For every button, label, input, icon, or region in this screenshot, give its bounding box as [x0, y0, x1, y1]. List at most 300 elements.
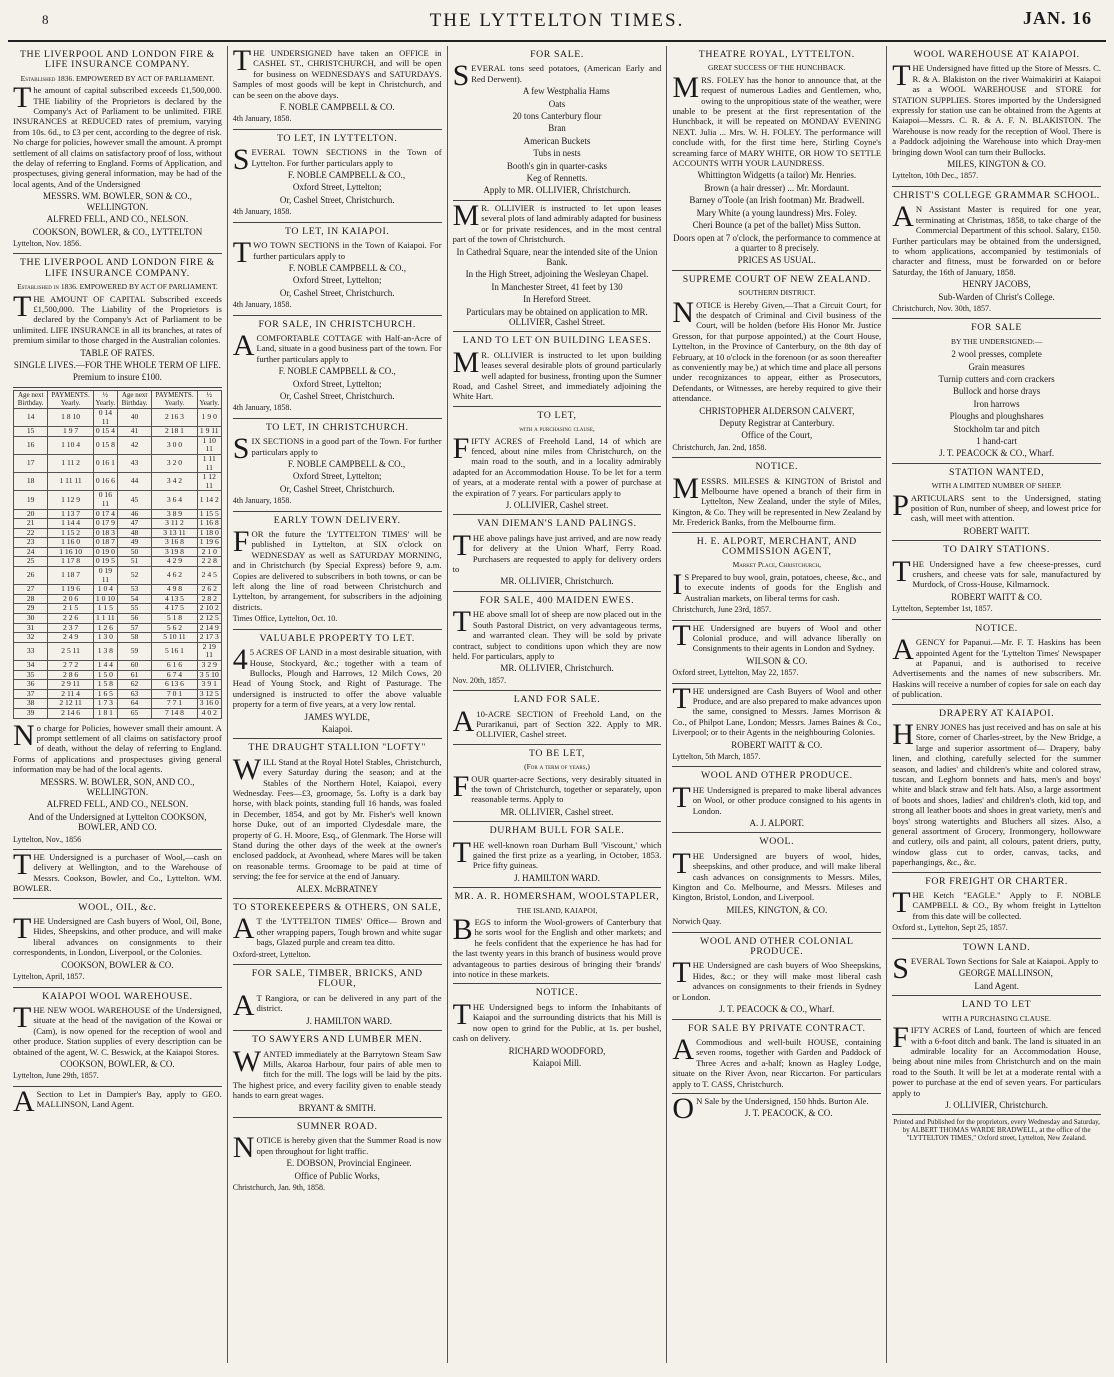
ad-body: ON Sale by the Undersigned, 150 hhds. Burton Ale. [672, 1091, 869, 1125]
ad-line: CHRISTOPHER ALDERSON CALVERT, [699, 405, 855, 416]
advertisement [453, 691, 662, 745]
rate-table-cell: 57 [117, 623, 151, 633]
ad-line: Oxford Street, Lyttelton; [292, 378, 382, 389]
advertisement [233, 316, 442, 419]
ad-line: Bran [548, 123, 566, 134]
ad-line: 20 tons Canterbury flour [512, 111, 602, 122]
ad-body: WILL Stand at the Royal Hotel Stables, Christchurch, every Saturday during the season; and at the Stables of the Northern Hotel, Kaiapoi, every Wednesday. Fees—£3, groomage, 5s. Lofty is a dark bay horse, with black points, standing full 16 hands, was foaled in December, 1854, and got by Mr. Fisher's well known horse Duke, out of an imported Clydesdale mare, the property of G. H. Moore, Esq., of Glenmark. The Horse will Stand during the other days of the week at the owner's enclosed paddock, at Avonhead, where Mares will be taken on reasonable terms. Groomage to be paid at time of serving; the fee for service at the end of January. [232, 752, 442, 882]
ad-heading: EARLY TOWN DELIVERY. [273, 514, 401, 526]
ad-subheading: Market Place, Christchurch, [732, 560, 821, 570]
ad-body: THE Undersigned have a few cheese-presses, curd crushers, and cheese vats for sale, manufactured by Murdock, of Cross-House, Kilmarnock. [892, 554, 1101, 590]
advertisement [13, 1084, 222, 1118]
advertisement [453, 745, 662, 822]
ad-body: MRS. FOLEY has the honor to announce that, at the request of numerous Ladies and Gentlemen, who, owing to the unpropitious state of the weather, were unable to be present at the first representation of the Hunchback, it will be repeated on MONDAY EVENING NEXT. Julia ... Mrs. W. H. FOLEY. The performance will conclude with, for the first time here, Stirling Coyne's screaming farce of MARY WHITE, OR HOW TO SETTLE ACCOUNTS WITH YOUR LAUNDRESS. [672, 70, 882, 169]
rate-table-cell: 0 15 8 [93, 436, 117, 454]
rate-table-cell: 27 [14, 585, 48, 595]
ad-body: A10-ACRE SECTION of Freehold Land, on the Purarikanui, part of Section 322. Apply to MR. OLLIVIER, Cashel street. [452, 704, 662, 740]
ad-line: Barney o'Toole (an Irish footman) Mr. Bradwell. [689, 195, 865, 206]
ad-body: SEVERAL TOWN SECTIONS in the Town of Lyttelton. For further particulars apply to [232, 143, 442, 177]
rate-table-cell: 0 19 0 [93, 547, 117, 557]
advertisement [453, 407, 662, 516]
rate-table-cell: 30 [14, 614, 48, 624]
rate-table-cell: 48 [117, 528, 151, 538]
ad-line: Turnip cutters and corn crackers [938, 373, 1055, 384]
ad-line: ALEX. McBRATNEY [296, 883, 379, 894]
ad-line: Oxford Street, Lyttelton; [292, 471, 382, 482]
rate-table-cell: 47 [117, 519, 151, 529]
rate-table-cell: 1 11 11 [197, 454, 221, 472]
rate-table-cell: 2 3 7 [48, 623, 94, 633]
ad-line: BRYANT & SMITH. [298, 1102, 376, 1113]
advertisement [672, 533, 881, 621]
rate-table-cell: 3 11 2 [152, 519, 198, 529]
advertisement [13, 718, 222, 850]
rate-table-cell: 37 [14, 689, 48, 699]
advertisement [672, 767, 881, 833]
rate-table-row [14, 661, 222, 671]
ad-line: Or, Cashel Street, Christchurch. [279, 287, 395, 298]
ad-subheading: GREAT SUCCESS OF THE HUNCHBACK. [708, 63, 846, 73]
advertisement [892, 46, 1101, 187]
rate-table-cell: 0 19 11 [93, 567, 117, 585]
advertisement [233, 223, 442, 316]
rate-table-cell: 49 [117, 538, 151, 548]
rate-table-cell: 1 14 2 [197, 491, 221, 509]
rate-table-cell: 2 4 9 [48, 633, 94, 643]
ad-line: Kaiapoi Mill. [532, 1057, 582, 1068]
ad-line: J. T. PEACOCK & CO., Wharf. [719, 1004, 835, 1015]
ad-subheading: WITH A PURCHASING CLAUSE. [942, 1013, 1051, 1023]
rate-table-cell: 0 16 1 [93, 454, 117, 472]
ad-line: Particulars may be obtained on application to MR. OLLIVIER, Cashel Street. [466, 306, 648, 327]
rate-table-cell: 1 19 6 [48, 585, 94, 595]
rate-table-cell: 3 8 9 [152, 509, 198, 519]
rate-table-header: PAYMENTS. Yearly. [152, 390, 198, 408]
rate-table-cell: 0 17 4 [93, 509, 117, 519]
ad-body: THE NEW WOOL WAREHOUSE of the Undersigned, situate at the head of the navigation of the Kowai or (Cam), is now opened for the reception of wool and other produce. Station supplies of every description can be obtained of the agent, W. C. Beswick, at the Kaiapoi Stores. [13, 1000, 222, 1057]
ad-line: In the High Street, adjoining the Wesleyan Chapel. [465, 269, 649, 280]
rate-table-cell: 3 0 0 [152, 436, 198, 454]
rate-table-header: ½ Yearly. [197, 390, 221, 408]
rate-table-cell: 2 10 2 [197, 604, 221, 614]
rate-table-cell: 1 17 8 [48, 557, 94, 567]
ad-heading: NOTICE. [975, 622, 1018, 634]
ad-line: F. NOBLE CAMPBELL & CO., [288, 262, 406, 273]
rate-table-cell: 2 7 2 [48, 661, 94, 671]
advertisement [672, 271, 881, 459]
rate-table-cell: 1 3 0 [93, 633, 117, 643]
rate-table-cell: 1 0 10 [93, 594, 117, 604]
printer-imprint: Printed and Published for the proprietors, every Wednesday and Saturday, by ALBERT THOMAS WARDE BRADWELL, at the office of the "LYTTELTON TIMES," Oxford street, Lyttelton, New Zealand. [893, 1118, 1100, 1143]
ad-line: Keg of Rennetts. [526, 173, 588, 184]
ad-heading: SUMNER ROAD. [296, 1120, 378, 1132]
rate-table-cell: 1 16 8 [197, 519, 221, 529]
ad-heading: VAN DIEMAN'S LAND PALINGS. [477, 518, 637, 530]
rate-table-cell: 46 [117, 509, 151, 519]
ad-date: Lyttelton, September 1st, 1857. [892, 604, 993, 614]
rate-table-cell: 3 9 1 [197, 680, 221, 690]
ad-date: Oxford-street, Lyttelton. [232, 949, 311, 959]
ad-body: TWO TOWN SECTIONS in the Town of Kaiapoi. For further particulars apply to [232, 236, 442, 270]
rate-table-cell: 1 8 10 [48, 408, 94, 426]
advertisement [892, 541, 1101, 619]
ad-date: Christchurch, Jan. 2nd, 1858. [672, 442, 767, 452]
ad-body: NOTICE is hereby given that the Summer Road is now open throughout for light traffic. [232, 1131, 442, 1165]
ad-line: Or, Cashel Street, Christchurch. [279, 390, 395, 401]
ad-line: MR. OLLIVIER, Cashel street. [500, 806, 614, 817]
rate-table-row [14, 567, 222, 585]
rate-table-cell: 2 9 11 [48, 680, 94, 690]
ad-line: HENRY JACOBS, [962, 279, 1031, 290]
rate-table-cell: 31 [14, 623, 48, 633]
ad-line: A few Westphalia Hams [522, 86, 610, 97]
ad-line: ALFRED FELL, AND CO., NELSON. [46, 799, 189, 810]
advertisement [13, 254, 222, 387]
ad-heading: FOR SALE. [530, 49, 584, 60]
advertisement [13, 988, 222, 1087]
ad-body: MR. OLLIVIER is instructed to let upon leases several plots of land admirably adapted for business or for private residences, and in the most central part of the town of Christchurch. [452, 198, 662, 245]
ad-heading: TO STOREKEEPERS & OTHERS, ON SALE, [233, 902, 442, 914]
rate-table-cell: 1 10 11 [197, 436, 221, 454]
advertisement [13, 850, 222, 899]
ad-date: Lyttelton, April, 1857. [13, 972, 85, 982]
rate-table [13, 390, 222, 719]
rate-table-cell: 61 [117, 670, 151, 680]
ad-body: 45 ACRES OF LAND in a most desirable situation, with House, Stockyard, &c.; together with a team of Bullocks, Plough and Harrows, 12 Milch Cows, 20 Head of Young Stock, and Right of Pasturage. The undersigned is instructed to offer the above valuable property for a term of five years, at a very low rental. [232, 643, 442, 710]
ad-line: J. OLLIVIER, Christchurch. [945, 1099, 1048, 1110]
ad-date: 4th January, 1858. [232, 300, 292, 310]
ad-body: THE Undersigned are cash buyers of Woo Sheepskins, Hides, &c.; or they will make most liberal cash advances on consignments to their friends in Sydney or London. [672, 956, 882, 1002]
rate-table-cell: 1 2 6 [93, 623, 117, 633]
rate-table-cell: 3 19 8 [152, 547, 198, 557]
rate-table-cell: 6 7 4 [152, 670, 198, 680]
ad-line: Oxford Street, Lyttelton; [292, 182, 382, 193]
advertisement [453, 888, 662, 984]
rate-table-cell: 59 [117, 642, 151, 660]
ad-body: THE Undersigned begs to inform the Inhabitants of Kaiapoi and the surrounding districts that his Mill is now open to grind for the Public, at 1s. per bushel, cash on delivery. [452, 997, 662, 1044]
newspaper-page [8, 6, 1106, 1363]
rate-table-row [14, 538, 222, 548]
ad-date: Times Office, Lyttelton, Oct. 10. [232, 614, 338, 624]
rate-table-cell: 54 [117, 594, 151, 604]
ad-line: MESSRS. WM. BOWLER, SON & CO., WELLINGTON. [42, 191, 192, 212]
masthead [8, 6, 1106, 42]
advertisement [892, 620, 1101, 705]
ad-subheading: with a purchasing clause, [519, 424, 595, 434]
rate-table-cell: 2 18 1 [152, 427, 198, 437]
advertisement [453, 332, 662, 406]
advertisement [453, 515, 662, 591]
ad-heading: LAND FOR SALE. [513, 694, 601, 706]
columns [8, 46, 1106, 1363]
rate-table-cell: 7 7 1 [152, 699, 198, 709]
rate-table-cell: 2 1 0 [197, 547, 221, 557]
ad-body: The amount of capital subscribed exceeds £1,500,000. THE liability of the Proprietors is declared by the Company's Act of Parliament to be unlimited. FIRE INSURANCES at REDUCED rates of premium, varying from 10s. 6d., to £3 per cent, according to the degree of risk. No charge for policies, however small the amount. A prompt settlement of all claims on satisfactory proof of loss, without the delay of referring to England. Forms of Application, and prospectuses, giving general information, may be had of the local agents, And of the Undersigned [13, 81, 222, 189]
ad-line: MESSRS. W. BOWLER, SON, AND CO., WELLINGTON. [40, 776, 195, 797]
rate-table-cell: 2 14 6 [48, 708, 94, 718]
ad-line: SINGLE LIVES.—FOR THE WHOLE TERM OF LIFE. [13, 359, 221, 370]
ad-body: SEVERAL tons seed potatoes, (American Early and Red Derwent). [452, 59, 662, 93]
advertisement [233, 130, 442, 223]
ad-body: AT Rangiora, or can be delivered in any part of the district. [232, 988, 442, 1022]
rate-table-row [14, 509, 222, 519]
ad-body: THE undersigned are Cash Buyers of Wool and other Produce, and are also prepared to make advances upon the same, consigned to Messrs. James Morrison & Co., of Philpot Lane, London; Messrs. James Baines & Co., Liverpool; or to their Agents in the neighbouring Colonies. [672, 681, 882, 738]
advertisement [453, 822, 662, 888]
rate-table-cell: 35 [14, 670, 48, 680]
ad-line: JAMES WYLDE, [304, 711, 370, 722]
rate-table-cell: 4 2 9 [152, 557, 198, 567]
ad-heading: WOOL AND OTHER COLONIAL PRODUCE. [700, 935, 854, 958]
ad-line: MILES, KINGTON, & CO. [726, 904, 828, 915]
advertisement [672, 618, 882, 684]
rate-table-row [14, 623, 222, 633]
advertisement [672, 46, 881, 271]
rate-table-header: ½ Yearly. [93, 390, 117, 408]
advertisement [892, 464, 1101, 541]
rate-table-cell: 1 16 10 [48, 547, 94, 557]
ad-body: THE above small lot of sheep are now placed out in the South Pastoral District, on very advantageous terms, and warranted clean. They will be sold by private contract, subject to conditions upon which they are now held. For particulars, apply to [452, 605, 662, 661]
rate-table-cell: 32 [14, 633, 48, 643]
ad-subheading: (For a term of years,) [524, 762, 590, 772]
advertisement [892, 187, 1101, 319]
rate-table-cell: 2 12 11 [48, 699, 94, 709]
ad-line: MILES, KINGTON & CO. [947, 159, 1046, 170]
rate-table-cell: 58 [117, 633, 151, 643]
rate-table-cell: 2 4 5 [197, 567, 221, 585]
rate-table-cell: 4 9 8 [152, 585, 198, 595]
ad-heading: THE DRAUGHT STALLION "LOFTY" [248, 742, 426, 754]
ad-heading: WOOL, OIL, &c. [78, 901, 157, 913]
advertisement [453, 46, 662, 201]
rate-table-cell: 1 6 5 [93, 689, 117, 699]
rate-table-header: PAYMENTS. Yearly. [48, 390, 94, 408]
advertisement [892, 319, 1101, 463]
ad-body: THE Undersigned are Cash buyers of Wool, Oil, Bone, Hides, Sheepskins, and other produce, and will make liberal advances on consignments to their correspondents, in London, Liverpool, or the Colonies. [13, 912, 222, 958]
ad-body: PARTICULARS sent to the Undersigned, stating position of Run, number of sheep, and lowest price for cash, will meet with attention. [892, 488, 1101, 524]
ad-body: THE Undersigned are buyers of wool, hides, sheepskins, and other produce, and will make liberal cash advances on consignments to Messrs. Miles, Kington and Co. Melbourne, and Messrs. Mileses and Kington, Bristol, London, and Liverpool. [672, 846, 882, 903]
rate-table-cell: 1 1 11 [93, 614, 117, 624]
advertisement [672, 833, 881, 932]
ad-line: Land Agent. [974, 980, 1019, 991]
ad-subheading: THE ISLAND, KAIAPOI, [516, 905, 598, 915]
ad-body: THE well-known roan Durham Bull 'Viscount,' which gained the first prize as a yearling, in October, 1853. Price fifty guineas. [452, 835, 662, 871]
rate-table-cell: 40 [117, 408, 151, 426]
ad-heading: KAIAPOI WOOL WAREHOUSE. [42, 990, 193, 1002]
ad-heading: NOTICE. [535, 987, 579, 999]
rate-table-cell: 0 18 7 [93, 538, 117, 548]
ad-date: Lyttelton, June 29th, 1857. [13, 1071, 99, 1081]
advertisement [453, 592, 662, 691]
rate-table-cell: 1 0 4 [93, 585, 117, 595]
rate-table-row [14, 604, 222, 614]
ad-heading: TO LET, IN LYTTELTON. [277, 132, 398, 144]
ad-date: Nov. 20th, 1857. [452, 675, 507, 685]
advertisement [672, 1020, 881, 1094]
rate-table-cell: 1 18 0 [197, 528, 221, 538]
column-3 [447, 46, 667, 1363]
rate-table-cell: 0 19 5 [93, 557, 117, 567]
rate-table-row [14, 454, 222, 472]
rate-table-cell: 24 [14, 547, 48, 557]
ad-body: FIFTY ACRES of Land, fourteen of which are fenced with a 6-foot ditch and bank. The land is situated in an admirable locality for an Accommodation House, being about nine miles from Christchurch and on the main road to the South. It will be let at a moderate rental with a power to purchase at the end of seven years. For particulars apply to [892, 1021, 1101, 1098]
ad-heading: FOR SALE BY PRIVATE CONTRACT. [688, 1022, 866, 1034]
ad-body: FOR the future the 'LYTTELTON TIMES' will be published in Lyttelton, at SIX o'clock on WEDNESDAY as well as SATURDAY MORNING, and in Christchurch (by Special Express) before 9, a.m. Copies are delivered to subscribers in both towns, or can be left along the line of road between Christchurch and Lyttelton, by arrangement, for subscribers in the adjoining districts. [232, 525, 442, 612]
rate-table-cell: 3 16 0 [197, 699, 221, 709]
ad-line: Office of Public Works, [294, 1170, 380, 1181]
rate-table-header: Age next Birthday. [14, 390, 48, 408]
ad-heading: WOOL AND OTHER PRODUCE. [700, 770, 853, 782]
advertisement [672, 1091, 881, 1125]
rate-table-cell: 33 [14, 642, 48, 660]
rate-table-cell: 29 [14, 604, 48, 614]
rate-table-cell: 3 13 11 [152, 528, 198, 538]
ad-body: AN Assistant Master is required for one year, terminating at Christmas, 1858, to take charge of the Commercial Department of this school. Salary, £150. Further particulars may be obtained from the undersigned, to whom applications, accompanied by testimonials of character and fitness, must be forwarded on or before Saturday, the 16th of January, 1858. [892, 200, 1101, 277]
ad-subheading: SOUTHERN DISTRICT. [738, 288, 816, 298]
rate-table-cell: 6 13 6 [152, 680, 198, 690]
ad-line: J. T. PEACOCK, & CO. [744, 1108, 833, 1119]
ad-heading: TO LET, [537, 409, 577, 421]
rate-table-cell: 4 6 2 [152, 567, 198, 585]
rate-table-cell: 2 1 5 [48, 604, 94, 614]
ad-body: THE UNDERSIGNED have taken an OFFICE in CASHEL ST., CHRISTCHURCH, and will be open for business on WEDNESDAYS and SATURDAYS. Samples of most goods will be kept in Christchurch, and can be seen on the above days. [232, 46, 442, 100]
rate-table-row [14, 528, 222, 538]
rate-table-row [14, 670, 222, 680]
ad-heading: STATION WANTED, [949, 466, 1045, 478]
rate-table-cell: 7 14 8 [152, 708, 198, 718]
newspaper-title: THE LYTTELTON TIMES. [429, 10, 685, 31]
rate-table-cell: 1 1 5 [93, 604, 117, 614]
ad-body: ACOMFORTABLE COTTAGE with Half-an-Acre of Land, situate in a good business part of the town. For further particulars apply to [232, 328, 442, 364]
advertisement [13, 899, 222, 988]
rate-table-row [14, 408, 222, 426]
rate-table-cell: 1 10 4 [48, 436, 94, 454]
rate-table-cell: 2 12 5 [197, 614, 221, 624]
rate-table-cell: 2 8 6 [48, 670, 94, 680]
ad-line: Or, Cashel Street, Christchurch. [279, 483, 395, 494]
rate-table-row [14, 642, 222, 660]
rate-table-cell: 39 [14, 708, 48, 718]
ad-line: Doors open at 7 o'clock, the performance to commence at a quarter to 8 precisely. [673, 232, 881, 253]
ad-line: Oxford Street, Lyttelton; [292, 275, 382, 286]
ad-body: THE Undersigned have fitted up the Store of Messrs. C. R. & A. Blakiston on the river Waimakiriri at Kaiapoi as a WOOL WAREHOUSE and STORE for STATION SUPPLIES. Stores imported by the Undersigned expressly for station use can be obtained from the Agents at Kaiapoi—Messrs. C. R. & A. F. N. BLAKISTON. The Warehouse is now ready for the reception of Wool. There is a Paddock adjoining the Warehouse into which Dray-men bringing down Wool can turn their Bullocks. [892, 59, 1101, 157]
rate-table-cell: 63 [117, 689, 151, 699]
rate-table-cell: 1 15 5 [197, 509, 221, 519]
ad-heading: TOWN LAND. [962, 941, 1031, 953]
rate-table-cell: 1 8 1 [93, 708, 117, 718]
ad-body: WANTED immediately at the Barrytown Steam Saw Mills, Akaroa Harbour, four pairs of able men to fitch for the mill. The logs will be laid by the pits. The highest price, and every facility given to enable steady hands to earn great wages. [232, 1044, 442, 1101]
rate-table-cell: 21 [14, 519, 48, 529]
ad-line: COOKSON, BOWLER, & CO., LYTTELTON [32, 226, 203, 237]
ad-body: THE Undersigned is prepared to make liberal advances on Wool, or other produce consigned to his agents in London. [672, 780, 882, 816]
rate-table-cell: 1 11 11 [48, 473, 94, 491]
advertisement [233, 965, 442, 1031]
advertisement [233, 419, 442, 512]
ad-line: F. NOBLE CAMPBELL & CO., [278, 366, 396, 377]
rate-table-cell: 50 [117, 547, 151, 557]
ad-line: J. OLLIVIER, Cashel street. [505, 500, 609, 511]
rate-table-cell: 3 4 2 [152, 473, 198, 491]
ad-heading: TO DAIRY STATIONS. [943, 544, 1050, 556]
ad-line: Kaiapoi. [321, 723, 353, 734]
ad-line: Sub-Warden of Christ's College. [938, 291, 1055, 302]
rate-table-row [14, 547, 222, 557]
rate-table-row [14, 680, 222, 690]
ad-date: Lyttelton, 10th Dec., 1857. [892, 171, 979, 181]
ad-heading: SUPREME COURT OF NEW ZEALAND. [682, 273, 871, 285]
rate-table-cell: 20 [14, 509, 48, 519]
rate-table-cell: 62 [117, 680, 151, 690]
ad-date: Norwich Quay. [672, 917, 722, 927]
advertisement [233, 630, 442, 740]
ad-date: 4th January, 1858. [232, 207, 292, 217]
ad-line: Premium to insure £100. [72, 372, 162, 383]
ad-line: ROBERT WAITT & CO. [951, 591, 1043, 602]
rate-table-cell: 1 12 11 [197, 473, 221, 491]
rate-table-row [14, 689, 222, 699]
rate-table-row [14, 633, 222, 643]
rate-table-cell: 16 [14, 436, 48, 454]
rate-table-cell: 55 [117, 604, 151, 614]
ad-line: TABLE OF RATES. [80, 347, 155, 358]
rate-table-row [14, 473, 222, 491]
ad-heading: FOR SALE, IN CHRISTCHURCH. [258, 318, 416, 330]
rate-table-header: Age next Birthday. [117, 390, 151, 408]
ad-date: Christchurch, Jan. 9th, 1858. [232, 1182, 326, 1192]
ad-body: THE AMOUNT OF CAPITAL Subscribed exceeds £1,500,000. The Liability of the Proprietors is declared by the Company's Act of Parliament to be unlimited. LIFE INSURANCE in all its branches, at rates of premium similar to those charged in the Australian colonies. [13, 289, 222, 346]
ad-line: RICHARD WOODFORD, [508, 1045, 606, 1056]
ad-heading: FOR FREIGHT OR CHARTER. [925, 875, 1068, 887]
ad-line: In Manchester Street, 41 feet by 130 [491, 281, 623, 292]
rate-table-cell: 2 14 9 [197, 623, 221, 633]
ad-line: Grain measures [968, 361, 1025, 372]
advertisement [453, 984, 662, 1072]
rate-table-cell: 0 18 3 [93, 528, 117, 538]
ad-heading: TO SAWYERS AND LUMBER MEN. [252, 1034, 423, 1046]
rate-table-cell: 3 6 4 [152, 491, 198, 509]
advertisement [233, 512, 442, 630]
rate-table-cell: 1 11 2 [48, 454, 94, 472]
rate-table-cell: 1 15 2 [48, 528, 94, 538]
ad-body: THE Ketch "EAGLE." Apply to F. NOBLE CAMPBELL & CO., By whom freight in Lyttelton from this date will be collected. [892, 886, 1101, 921]
advertisement [233, 1031, 442, 1118]
column-2 [227, 46, 447, 1363]
rate-table-row [14, 699, 222, 709]
rate-table-cell: 1 4 4 [93, 661, 117, 671]
rate-table-cell: 2 17 3 [197, 633, 221, 643]
ad-line: Bullock and horse drays [952, 386, 1041, 397]
ad-line: COOKSON, BOWLER & CO. [61, 959, 174, 970]
ad-body: MESSRS. MILESES & KINGTON of Bristol and Melbourne have opened a branch of their firm in Lyttelton, New Zealand, under the style of Miles, Kington, & Co. They will be represented in New Zealand by Mr. Frederick Banks, from the Melbourne firm. [672, 471, 882, 528]
rate-table-cell: 38 [14, 699, 48, 709]
rate-table-row [14, 519, 222, 529]
rate-table-cell: 2 5 11 [48, 642, 94, 660]
ad-heading: MR. A. R. HOMERSHAM, WOOLSTAPLER, [454, 891, 660, 903]
ad-line: In Hereford Street. [523, 294, 591, 305]
ad-date: Christchurch, Nov. 30th, 1857. [892, 303, 991, 313]
rate-table-cell: 45 [117, 491, 151, 509]
rate-table-cell: 5 1 8 [152, 614, 198, 624]
rate-table-cell: 64 [117, 699, 151, 709]
rate-table-cell: 1 9 0 [197, 408, 221, 426]
ad-date: Christchurch, June 23rd, 1857. [672, 605, 772, 615]
ad-heading: WOOL WAREHOUSE AT KAIAPOI. [913, 49, 1080, 60]
rate-table-row [14, 708, 222, 718]
ad-line: A. J. ALPORT. [749, 818, 805, 828]
ad-line: Booth's gin in quarter-casks [506, 160, 608, 171]
ad-line: J. T. PEACOCK & CO., Wharf. [939, 448, 1055, 459]
rate-table-cell: 60 [117, 661, 151, 671]
rate-table-cell: 1 19 6 [197, 538, 221, 548]
